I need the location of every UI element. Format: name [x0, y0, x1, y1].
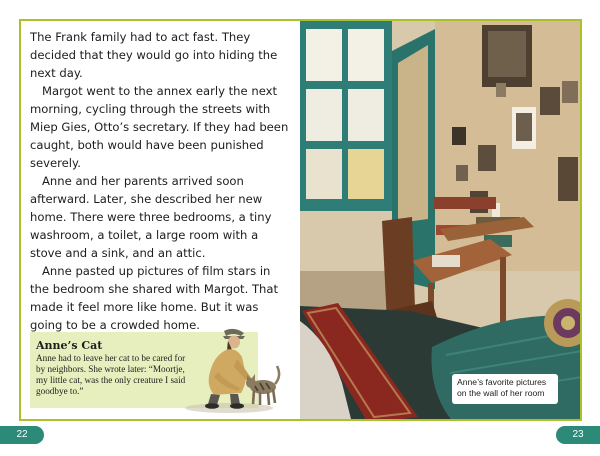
page-number-right: 23	[556, 426, 600, 444]
paragraph-1: The Frank family had to act fast. They decided that they would go into hiding the next day.	[30, 30, 278, 80]
page-number-left: 22	[0, 426, 44, 444]
right-page-frame	[300, 19, 582, 421]
paragraph-3: Anne and her parents arrived soon afterward. Later, she described her new home. There were three bedrooms, a tiny washroom, a toilet, a large room with a stove and a sink, and an attic.	[30, 174, 272, 260]
girl-with-cat-illustration	[184, 328, 284, 414]
sidebar-heading: Anne’s Cat	[36, 339, 103, 352]
bedroom-photo	[300, 21, 582, 421]
photo-caption: Anne’s favorite pictures on the wall of her room	[452, 374, 558, 404]
paragraph-2: Margot went to the annex early the next morning, cycling through the streets with Miep Gies, Otto’s secretary. If they had been caught, both would have been punished severely.	[30, 84, 289, 170]
body-text	[30, 28, 292, 334]
paragraph-4: Anne pasted up pictures of film stars in the bedroom she shared with Margot. That made it feel more like home. But it was going to be a crowded home.	[30, 264, 279, 332]
sidebar-text: Anne had to leave her cat to be cared for by neighbors. She wrote later: “Moortje, my little cat, was the only creature I said goodbye to.”	[36, 353, 186, 396]
